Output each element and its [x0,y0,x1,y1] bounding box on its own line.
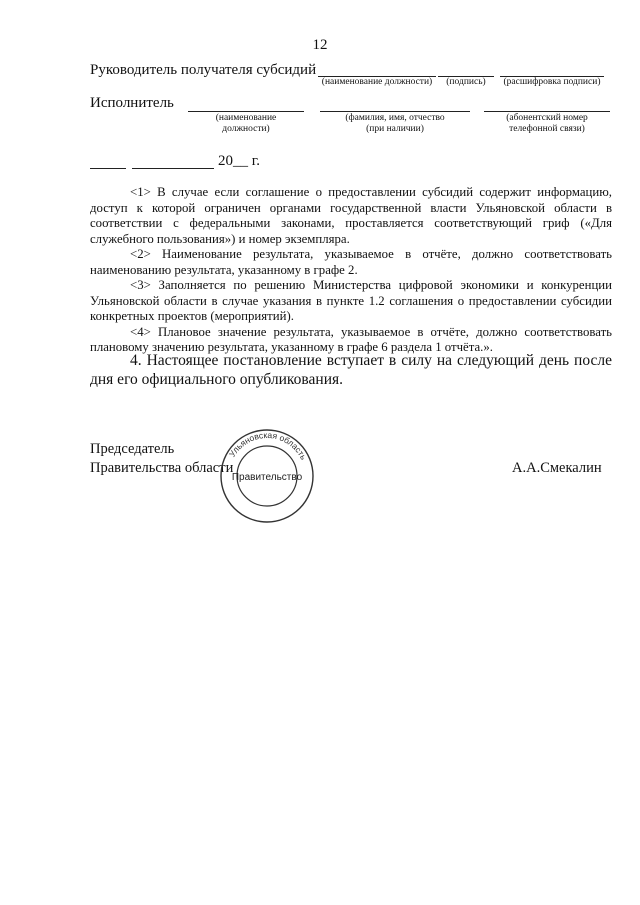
footnotes [90,185,612,356]
executor-label: Исполнитель [90,95,174,111]
seal-center-text: Правительство [231,472,303,483]
signatory-title-line-2: Правительства области [90,460,234,476]
caption-signature-decoding: (расшифровка подписи) [503,77,601,87]
official-seal [212,428,322,524]
signatory-title-line-1: Председатель [90,441,175,457]
caption-signature: (подпись) [446,77,486,87]
recipient-head-label: Руководитель получателя субсидий [90,62,317,78]
caption-executor-phone: (абонентский номер телефонной связи) [506,113,588,134]
footnote-3: <3> Заполняется по решению Министерства цифровой экономики и конкуренции Ульяновской области в случае указания в пункте 1.2 соглашения о предоставлении субсидии конкретных проектов (мероприятий). [90,278,612,323]
footnote-2: <2> Наименование результата, указываемое в отчёте, должно соответствовать наименованию результата, указанному в графе 2. [90,247,612,277]
footnote-4: <4> Плановое значение результата, указываемое в отчёте, должно соответствовать плановому значению результата, указанному в графе 6 раздела 1 отчёта.». [90,324,612,354]
page-number: 12 [312,37,328,53]
caption-position: (наименование должности) [321,77,433,87]
caption-executor-position: (наименование должности) [215,113,277,134]
date-day-line [90,168,126,169]
executor-name-line [320,111,470,112]
executor-phone-line [484,111,610,112]
signatory-name: А.А.Смекалин [512,460,602,476]
footnote-1: <1> В случае если соглашение о предоставлении субсидий содержит информацию, доступ к которой ограничен органами государственной власти Ульяновской области в соответствии с федеральными законами, проставляется соответствующий гриф («Для служебного пользования») и номер экземпляра. [90,185,612,246]
seal-ring-text: Ульяновская область [226,429,309,462]
caption-executor-name: (фамилия, имя, отчество (при наличии) [345,113,445,134]
date-month-line [132,168,214,169]
clause-4: 4. Настоящее постановление вступает в силу на следующий день после дня его официального опубликования. [90,352,612,388]
date-year: 20__ г. [218,153,260,169]
executor-position-line [188,111,304,112]
